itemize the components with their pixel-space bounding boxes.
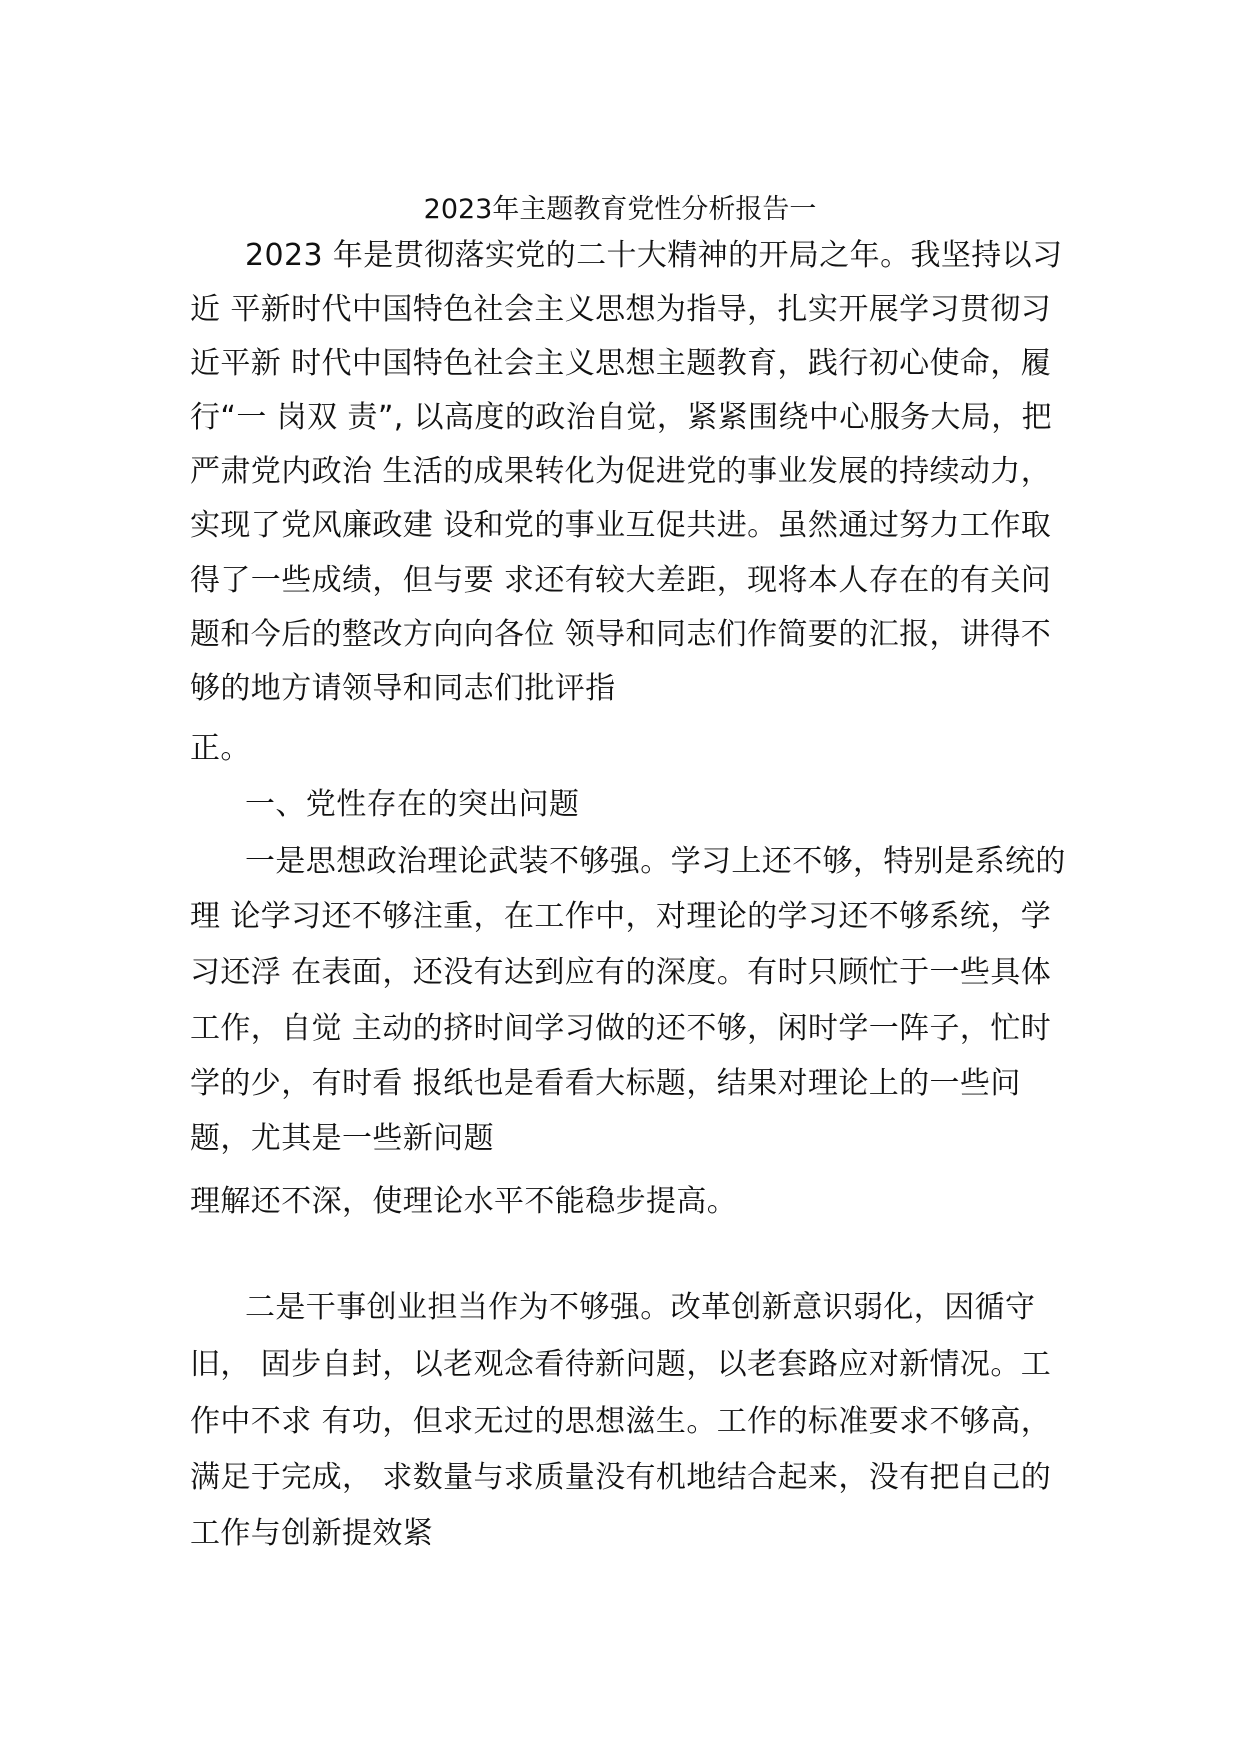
p1-line-4: 工作，自觉 主动的挤时间学习做的还不够，闲时学一阵子，忙时 (190, 1011, 1052, 1046)
document-title: 2023年主题教育党性分析报告一 (423, 194, 817, 225)
section-heading: 一、党性存在的突出问题 (245, 787, 580, 822)
intro-line-4: 行“一 岗双 责”, 以高度的政治自觉，紧紧围绕中心服务大局，把 (190, 400, 1053, 435)
intro-line-6: 实现了党风廉政建 设和党的事业互促共进。虽然通过努力工作取 (190, 508, 1052, 543)
intro-line-9: 够的地方请领导和同志们批评指 (190, 671, 616, 706)
p1-line-1: 一是思想政治理论武装不够强。学习上还不够，特别是系统的 (245, 844, 1066, 879)
intro-line-8: 题和今后的整改方向向各位 领导和同志们作简要的汇报，讲得不 (190, 617, 1052, 652)
p2-line-2: 旧， 固步自封，以老观念看待新问题，以老套路应对新情况。工 (190, 1347, 1052, 1382)
p1-line-6: 题，尤其是一些新问题 (190, 1121, 494, 1156)
intro-line-2: 近 平新时代中国特色社会主义思想为指导，扎实开展学习贯彻习 (190, 292, 1052, 327)
p2-line-1: 二是干事创业担当作为不够强。改革创新意识弱化，因循守 (245, 1290, 1036, 1325)
p1-line-3: 习还浮 在表面，还没有达到应有的深度。有时只顾忙于一些具体 (190, 955, 1052, 990)
p2-line-5: 工作与创新提效紧 (190, 1516, 434, 1551)
p2-line-3: 作中不求 有功，但求无过的思想滋生。工作的标准要求不够高， (190, 1404, 1052, 1439)
intro-tail: 正。 (190, 731, 251, 766)
p1-line-5: 学的少，有时看 报纸也是看看大标题，结果对理论上的一些问 (190, 1066, 1021, 1101)
p2-line-4: 满足于完成， 求数量与求质量没有机地结合起来，没有把自己的 (190, 1460, 1052, 1495)
p1-line-2: 理 论学习还不够注重，在工作中，对理论的学习还不够系统，学 (190, 899, 1052, 934)
intro-line-1: 2023 年是贯彻落实党的二十大精神的开局之年。我坚持以习 (245, 238, 1063, 273)
intro-line-5: 严肃党内政治 生活的成果转化为促进党的事业发展的持续动力， (190, 454, 1052, 489)
intro-line-7: 得了一些成绩，但与要 求还有较大差距，现将本人存在的有关问 (190, 563, 1052, 598)
p1-tail: 理解还不深，使理论水平不能稳步提高。 (190, 1184, 738, 1219)
intro-line-3: 近平新 时代中国特色社会主义思想主题教育，践行初心使命，履 (190, 346, 1052, 381)
